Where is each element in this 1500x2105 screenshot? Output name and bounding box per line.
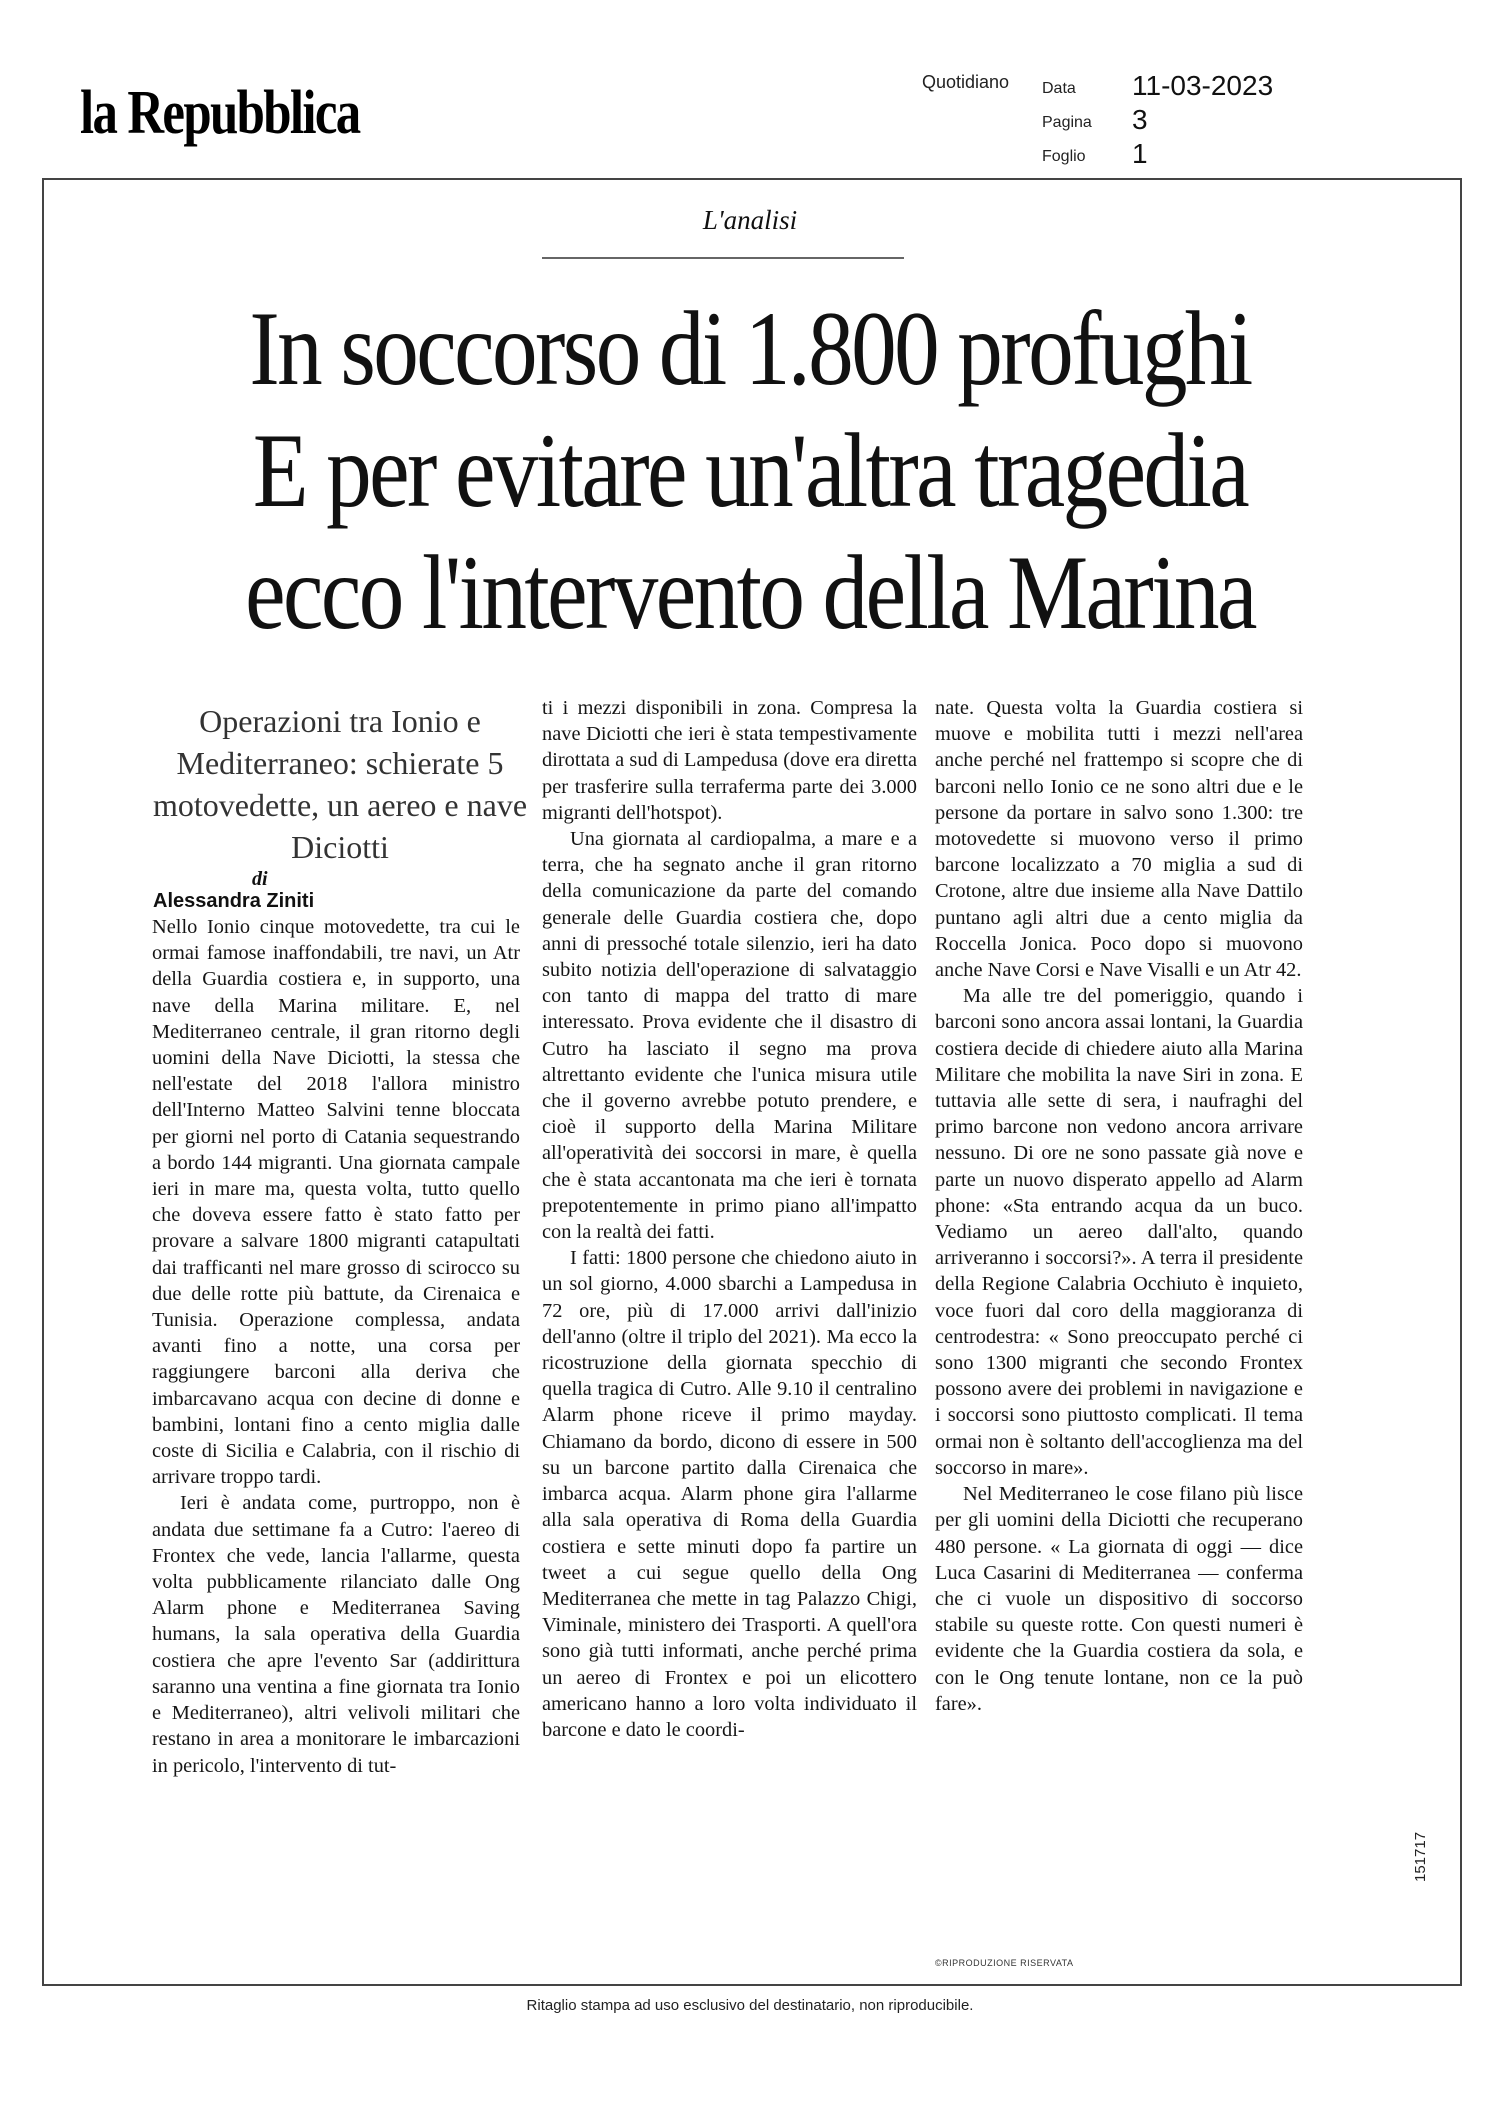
masthead-logo: la Repubblica bbox=[80, 79, 360, 147]
meta-value: 3 bbox=[1132, 104, 1148, 135]
meta-value: 1 bbox=[1132, 138, 1148, 169]
meta-row-date bbox=[1042, 70, 1302, 104]
kicker: L'analisi bbox=[702, 205, 798, 235]
paragraph: Una giornata al cardiopalma, a mare e a terra, che ha segnato anche il gran ritorno della comunicazione da parte del comando generale delle Guardia costiera che, dopo anni di pressoché totale silenzio, ieri ha dato subito notizia dell'operazione di salvataggio con tanto di mappa del tratto di mare interessato. Prova evidente che il disastro di Cutro ha lasciato il segno ma prova altrettanto evidente che l'unica misura utile che il governo avrebbe potuto prendere, e cioè il supporto della Marina Militare all'operatività dei soccorsi in mare, è quella che è stata accantonata ma che ieri è tornata prepotentemente in primo piano all'impatto con la realtà dei fatti. bbox=[542, 828, 917, 1244]
kicker-divider bbox=[542, 257, 904, 259]
paragraph: I fatti: 1800 persone che chiedono aiuto in un sol giorno, 4.000 sbarchi a Lampedusa in 72 ore, più di 17.000 arrivi dall'inizio dell'anno (oltre il triplo del 2021). Ma ecco la ricostruzione della giornata specchio di quella tragica di Cutro. Alle 9.10 il centralino Alarm phone riceve il primo mayday. Chiamano da bordo, dicono di essere in 500 su un barcone partito dalla Cirenaica che imbarca acqua. Alarm phone gira l'allarme alla sala operativa di Roma della Guardia costiera e sette minuti dopo fa partire un tweet a cui segue quello della Ong Mediterranea che mette in tag Palazzo Chigi, Viminale, ministero dei Trasporti. A quell'ora sono già tutti informati, anche perché prima un aereo di Frontex e poi un elicottero americano hanno a loro volta individuato il barcone e dato le coordi- bbox=[542, 1247, 917, 1741]
headline-line-2: E per evitare un'altra tragedia bbox=[252, 412, 1248, 529]
headline bbox=[40, 288, 1460, 654]
meta-block bbox=[1042, 70, 1302, 172]
headline-line-3: ecco l'intervento della Marina bbox=[245, 534, 1255, 651]
paragraph: ti i mezzi disponibili in zona. Compresa la nave Diciotti che ieri è stata tempestivamente dirottata a sud di Lampedusa (dove era diretta per trasferire sulla terraferma parte dei 3.000 migranti dell'hotspot). bbox=[542, 697, 917, 824]
subheadline: Operazioni tra Ionio e Mediterraneo: schierate 5 motovedette, un aereo e nave Diciotti bbox=[152, 703, 528, 865]
paragraph: Ieri è andata come, purtroppo, non è andata due settimane fa a Cutro: l'aereo di Frontex che vede, lancia l'allarme, questa volta pubblicamente rilanciato dalle Ong Alarm phone e Mediterranea Saving humans, la sala operativa della Guardia costiera che apre l'evento Sar (addirittura saranno una ventina a fine giornata tra Ionio e Mediterraneo), altri velivoli militari che restano in area a monitorare le imbarcazioni in pericolo, l'intervento di tut- bbox=[152, 1492, 520, 1777]
paragraph: nate. Questa volta la Guardia costiera si muove e mobilita tutti i mezzi nell'area anche perché nel frattempo si scopre che di barconi nello Ionio ce ne sono altri due e le persone da portare in salvo sono 1.300: tre motovedette si muovono verso il primo barcone localizzato a 70 miglia a sud di Crotone, altre due insieme alla Nave Dattilo puntano agli altri due a cento miglia da Roccella Jonica. Poco dopo si muovono anche Nave Corsi e Nave Visalli e un Atr 42. bbox=[935, 697, 1303, 982]
article-column-1 bbox=[152, 914, 520, 1779]
paragraph: Nel Mediterraneo le cose filano più lisce per gli uomini della Diciotti che recuperano 480 persone. « La giornata di oggi — dice Luca Casarini di Mediterranea — conferma che ci vuole un dispositivo di soccorso stabile su queste rotte. Con questi numeri è evidente che la Guardia costiera da sola, e con le Ong tenute lontane, non ce la può fare». bbox=[935, 1483, 1303, 1715]
headline-line-1: In soccorso di 1.800 profughi bbox=[249, 290, 1251, 407]
byline-prefix: di bbox=[252, 868, 268, 890]
meta-value: 11-03-2023 bbox=[1132, 70, 1274, 101]
paragraph: Nello Ionio cinque motovedette, tra cui le ormai famose inaffondabili, tre navi, un Atr della Guardia costiera e, in supporto, una nave della Marina militare. E, nel Mediterraneo centrale, il gran ritorno degli uomini della Nave Diciotti, la stessa che nell'estate del 2018 l'allora ministro dell'Interno Matteo Salvini tenne bloccata per giorni nel porto di Catania sequestrando a bordo 144 migranti. Una giornata campale ieri in mare ma, questa volta, tutto quello che doveva essere fatto è stato fatto per provare a salvare 1800 migranti catapultati dai trafficanti nel mare grosso di scirocco su due delle rotte più battute, da Cirenaica e Tunisia. Operazione complessa, andata avanti fino a notte, una corsa per raggiungere barconi alla deriva che imbarcavano acqua con decine di donne e bambini, lontani fino a cento miglia dalle coste di Sicilia e Calabria, con il rischio di arrivare troppo tardi. bbox=[152, 916, 520, 1489]
article-column-2 bbox=[542, 695, 917, 1743]
meta-key: Foglio bbox=[1042, 148, 1086, 165]
footer-disclaimer: Ritaglio stampa ad uso esclusivo del destinatario, non riproducibile. bbox=[526, 1997, 974, 2014]
meta-row-page bbox=[1042, 104, 1302, 138]
article-column-3 bbox=[935, 695, 1303, 1717]
clipping-code: 151717 bbox=[1412, 1831, 1429, 1882]
publication-type: Quotidiano bbox=[922, 72, 1010, 92]
copyright-notice: ©RIPRODUZIONE RISERVATA bbox=[935, 1958, 1074, 1968]
byline-author: Alessandra Ziniti bbox=[153, 890, 315, 912]
meta-row-sheet bbox=[1042, 138, 1302, 172]
paragraph: Ma alle tre del pomeriggio, quando i barconi sono ancora assai lontani, la Guardia costiera decide di chiedere aiuto alla Marina Militare che mobilita la nave Siri in zona. E tuttavia alle sette di sera, i naufraghi del primo barcone non vedono ancora arrivare nessuno. Di ore ne sono passate già nove e parte un nuovo disperato appello ad Alarm phone: «Sta entrando acqua da un buco. Vediamo un aereo dall'alto, quando arriveranno i soccorsi?». A terra il presidente della Regione Calabria Occhiuto è inquieto, voce fuori dal coro della maggioranza di centrodestra: « Sono preoccupato perché ci sono 1300 migranti che secondo Frontex possono avere dei problemi in navigazione e i soccorsi sono piuttosto complicati. Il tema ormai non è soltanto dell'accoglienza ma del soccorso in mare». bbox=[935, 985, 1303, 1479]
meta-key: Data bbox=[1042, 80, 1076, 97]
meta-key: Pagina bbox=[1042, 114, 1092, 131]
